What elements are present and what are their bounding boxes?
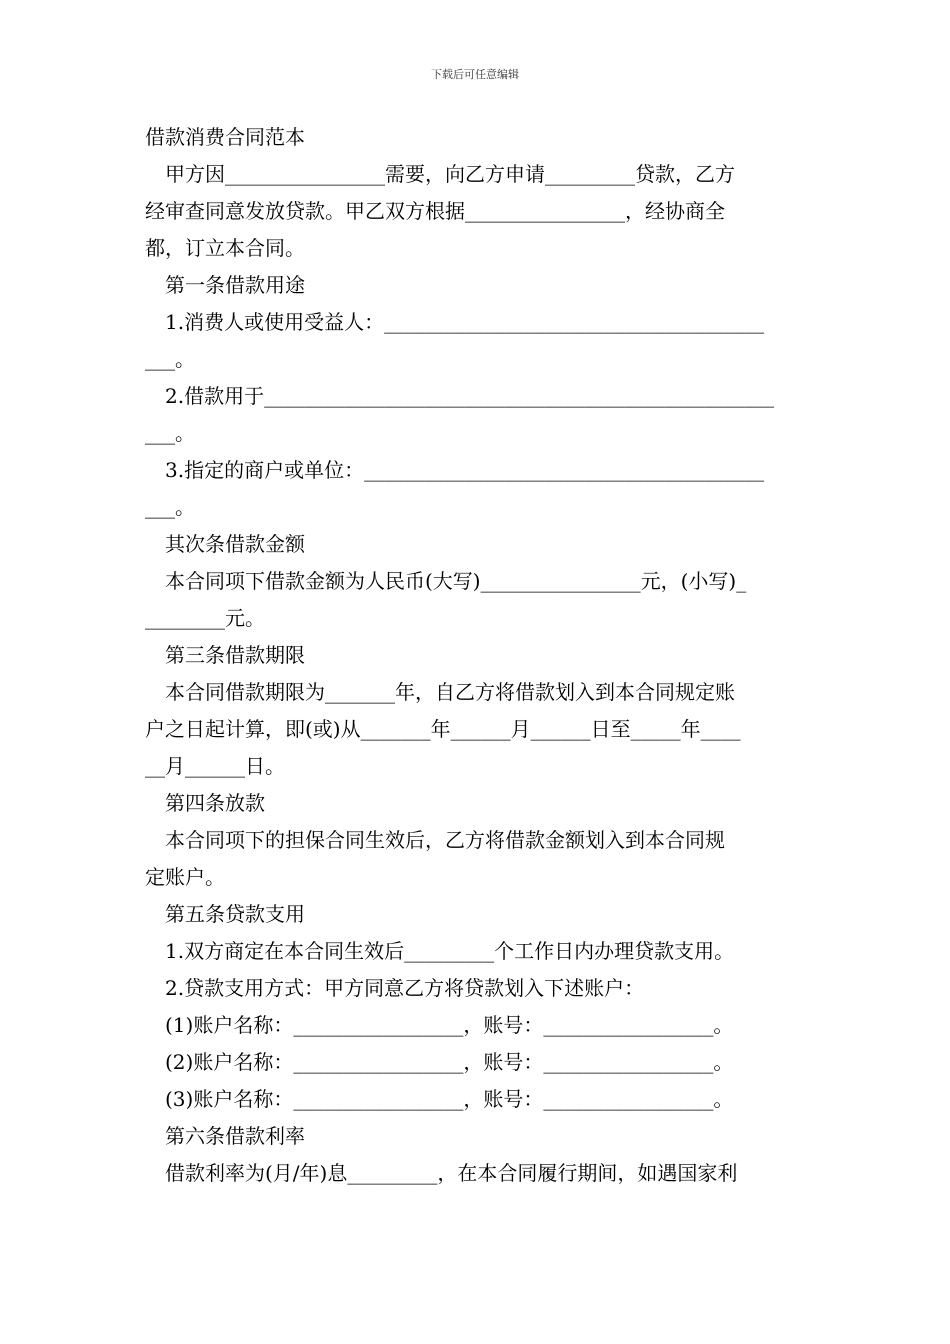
paragraph-line: 2.贷款支用方式：甲方同意乙方将贷款划入下述账户： [165, 976, 645, 1000]
paragraph-line: ________元。 [145, 606, 265, 630]
document-title: 借款消费合同范本 [145, 125, 305, 149]
paragraph-line: 经审查同意发放贷款。甲乙双方根据________________，经协商全 [145, 199, 725, 223]
paragraph-line: 2.借款用于___________________________________________________ [165, 384, 775, 408]
paragraph-line: __月______日。 [145, 754, 285, 778]
contract-body [145, 119, 807, 1192]
section-heading: 第六条借款利率 [165, 1124, 305, 1148]
section-heading: 其次条借款金额 [165, 532, 305, 556]
account-line: (2)账户名称：_________________，账号：_________________。 [165, 1050, 734, 1074]
paragraph-line: 本合同项下的担保合同生效后，乙方将借款金额划入到本合同规 [165, 828, 725, 852]
paragraph-line: 本合同借款期限为_______年，自乙方将借款划入到本合同规定账 [165, 680, 735, 704]
section-heading: 第一条借款用途 [165, 273, 305, 297]
paragraph-line: 甲方因________________需要，向乙方申请_________贷款，乙方 [165, 162, 735, 186]
paragraph-line: 本合同项下借款金额为人民币(大写)________________元，(小写)_ [165, 569, 747, 593]
account-line: (3)账户名称：_________________，账号：_________________。 [165, 1087, 734, 1111]
section-heading: 第四条放款 [165, 791, 265, 815]
paragraph-line: ___。 [145, 495, 195, 519]
paragraph-line: ___。 [145, 347, 195, 371]
page-header: 下载后可任意编辑 [431, 68, 519, 81]
paragraph-line: 定账户。 [145, 865, 225, 889]
paragraph-line: 户之日起计算，即(或)从_______年______月______日至_____年____ [145, 717, 741, 741]
section-heading: 第三条借款期限 [165, 643, 305, 667]
paragraph-line: ___。 [145, 421, 195, 445]
paragraph-line: 3.指定的商户或单位：________________________________________ [165, 458, 765, 482]
paragraph-line: 借款利率为(月/年)息_________，在本合同履行期间，如遇国家利 [165, 1161, 738, 1185]
paragraph-line: 1.双方商定在本合同生效后_________个工作日内办理贷款支用。 [165, 939, 735, 963]
account-line: (1)账户名称：_________________，账号：_________________。 [165, 1013, 734, 1037]
paragraph-line: 都，订立本合同。 [145, 236, 305, 260]
paragraph-line: 1.消费人或使用受益人：______________________________________ [165, 310, 765, 334]
section-heading: 第五条贷款支用 [165, 902, 305, 926]
